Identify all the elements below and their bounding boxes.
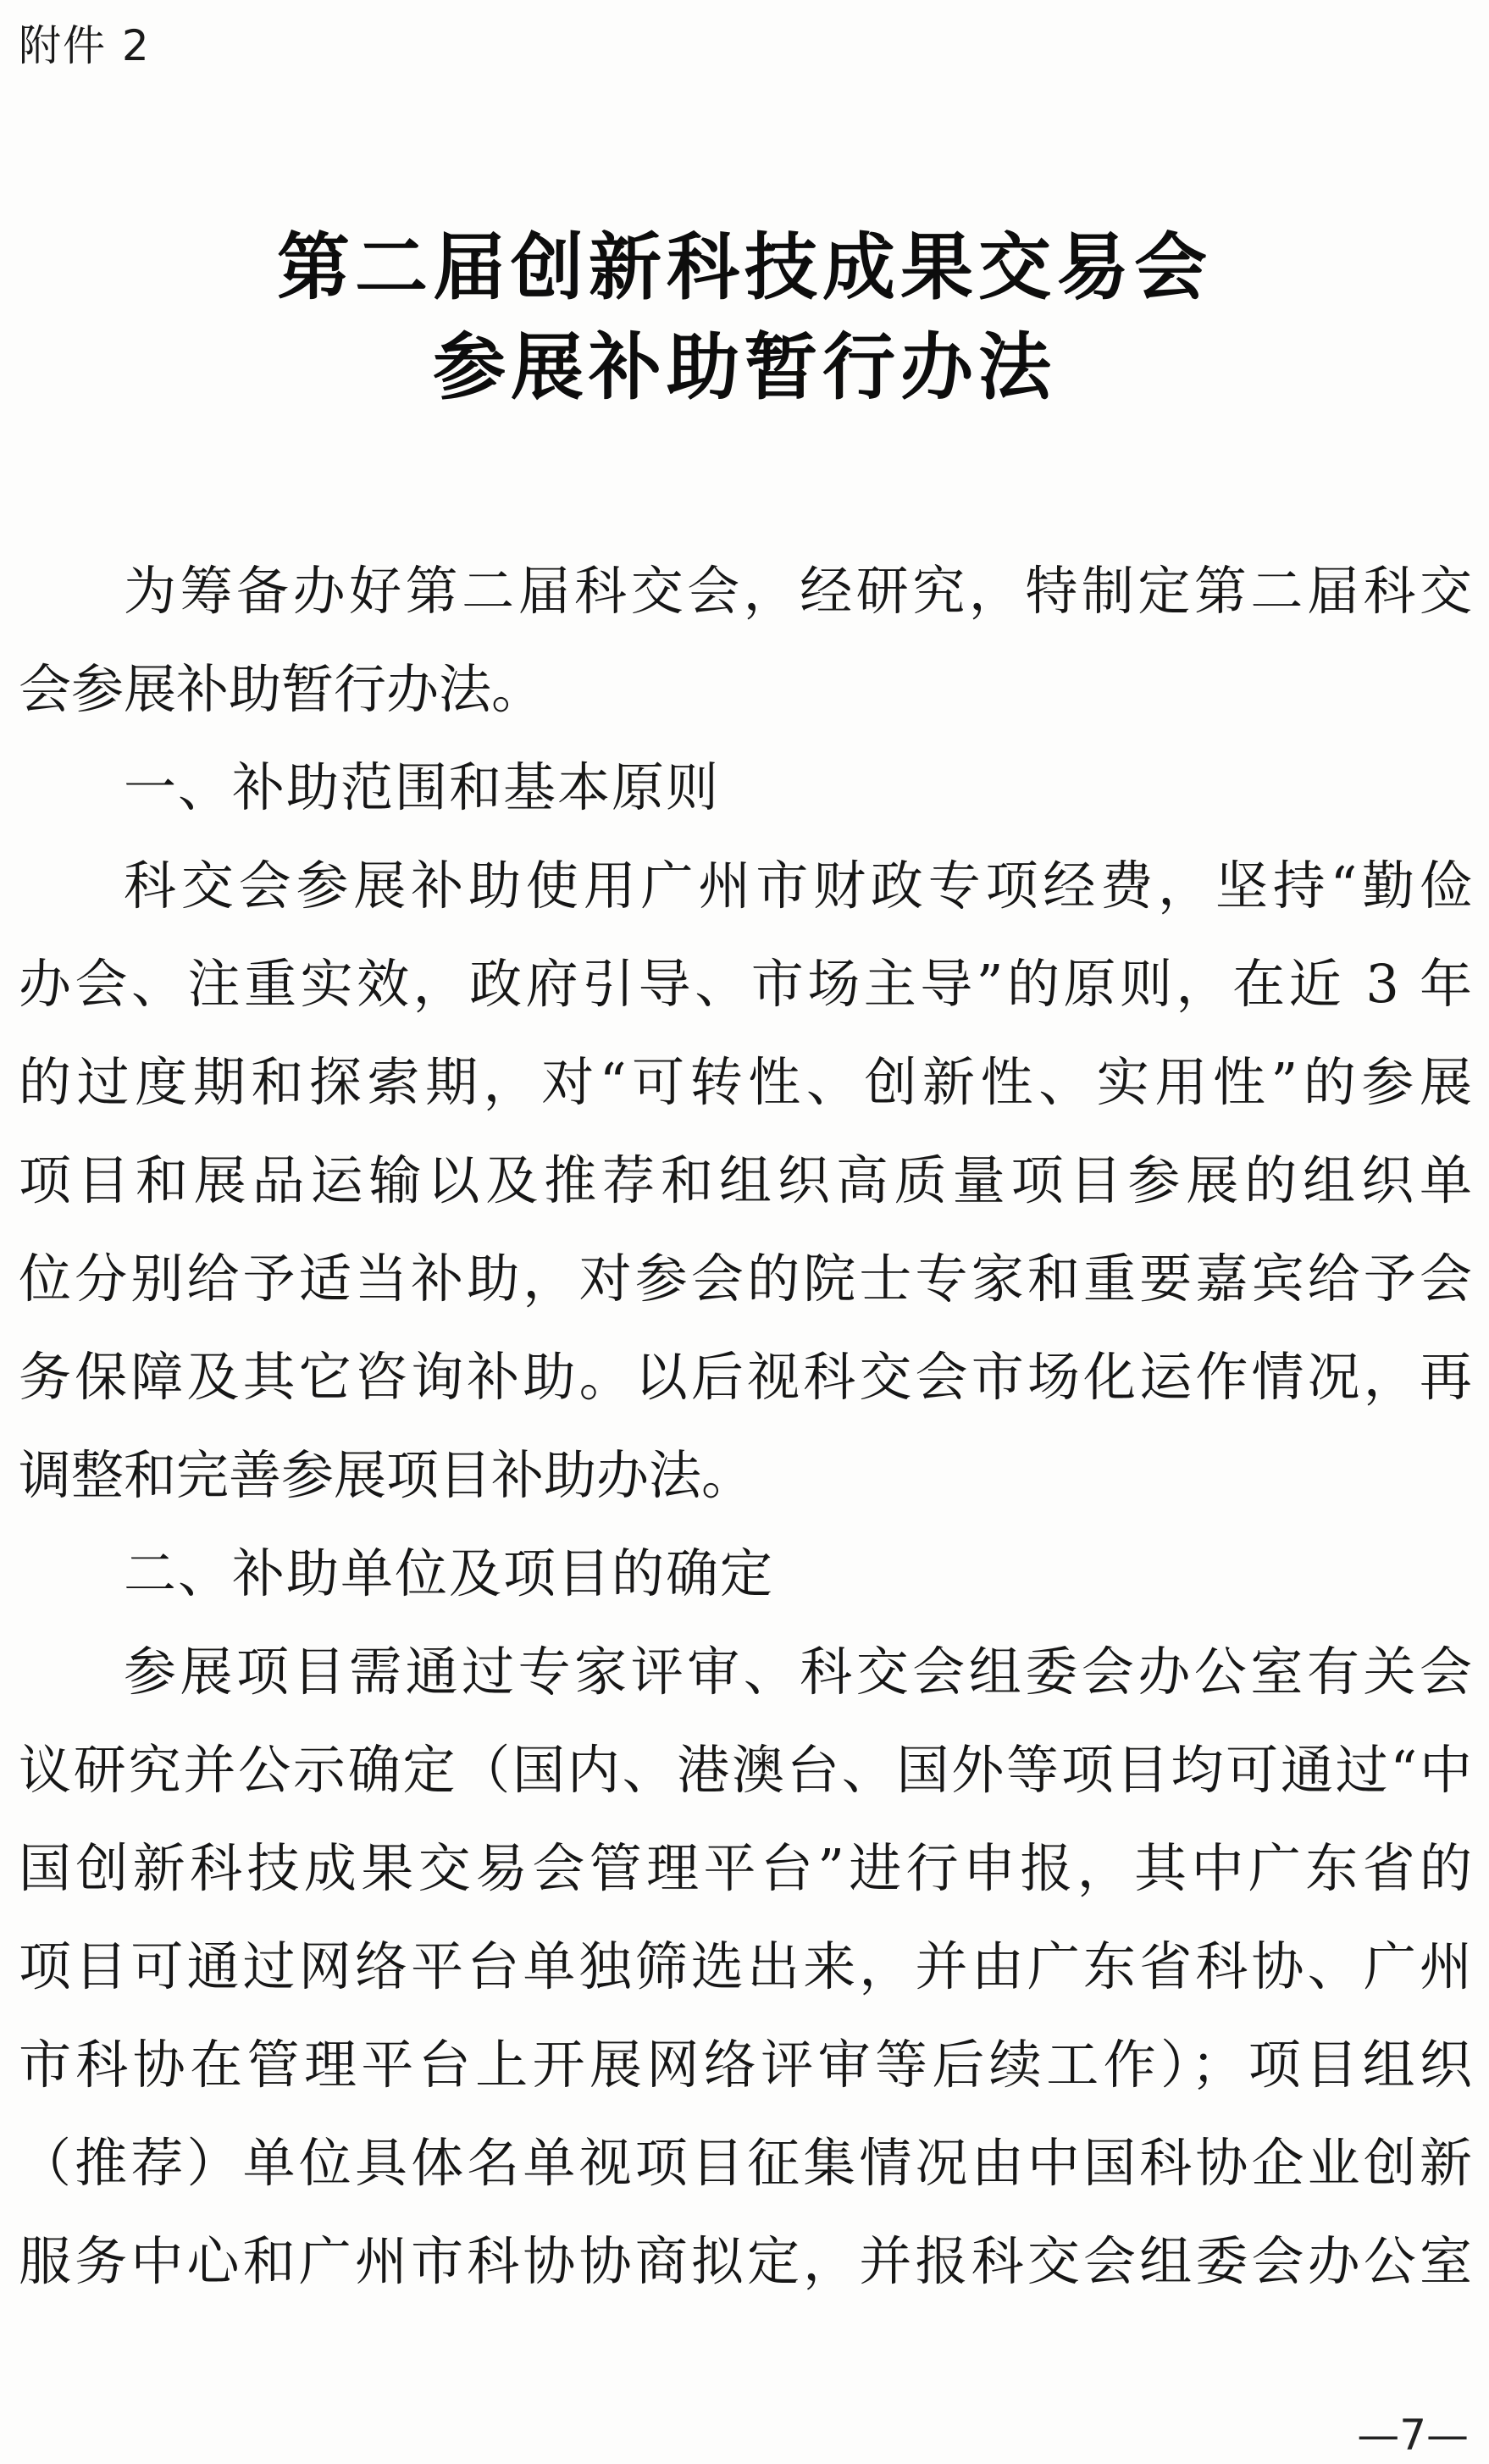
section2-line: 国创新科技成果交易会管理平台”进行申报，其中广东省的 — [19, 1837, 1472, 1899]
section2-line: 市科协在管理平台上开展网络评审等后续工作）；项目组织 — [19, 2034, 1472, 2096]
section-heading-2: 二、补助单位及项目的确定 — [124, 1542, 775, 1604]
document-title-line-1: 第二届创新科技成果交易会 — [277, 225, 1212, 310]
intro-line: 为筹备办好第二届科交会，经研究，特制定第二届科交 — [124, 560, 1472, 622]
section2-line: （推荐）单位具体名单视项目征集情况由中国科协企业创新 — [19, 2132, 1472, 2194]
intro-line: 会参展补助暂行办法。 — [19, 658, 545, 720]
section1-line: 项目和展品运输以及推荐和组织高质量项目参展的组织单 — [19, 1149, 1472, 1211]
section1-line: 位分别给予适当补助，对参会的院士专家和重要嘉宾给予会 — [19, 1248, 1472, 1310]
section1-line: 科交会参展补助使用广州市财政专项经费，坚持“勤俭 — [124, 855, 1472, 916]
section2-line: 服务中心和广州市科协协商拟定，并报科交会组委会办公室 — [19, 2230, 1472, 2292]
document-body — [19, 542, 1472, 2311]
section2-line: 项目可通过网络平台单独筛选出来，并由广东省科协、广州 — [19, 1935, 1472, 1997]
attachment-label: 附件 2 — [19, 21, 151, 70]
section1-line: 调整和完善参展项目补助办法。 — [19, 1444, 755, 1506]
page-number: —7— — [1357, 2411, 1469, 2460]
document-title-line-2: 参展补助暂行办法 — [433, 325, 1056, 410]
section2-line: 议研究并公示确定（国内、港澳台、国外等项目均可通过“中 — [19, 1739, 1472, 1801]
section1-line: 的过度期和探索期，对“可转性、创新性、实用性”的参展 — [19, 1051, 1472, 1113]
section1-line: 务保障及其它咨询补助。以后视科交会市场化运作情况，再 — [19, 1346, 1472, 1408]
section-heading-1: 一、补助范围和基本原则 — [124, 756, 721, 818]
section2-line: 参展项目需通过专家评审、科交会组委会办公室有关会 — [124, 1641, 1472, 1703]
section1-line: 办会、注重实效，政府引导、市场主导”的原则，在近 3 年 — [19, 953, 1472, 1015]
